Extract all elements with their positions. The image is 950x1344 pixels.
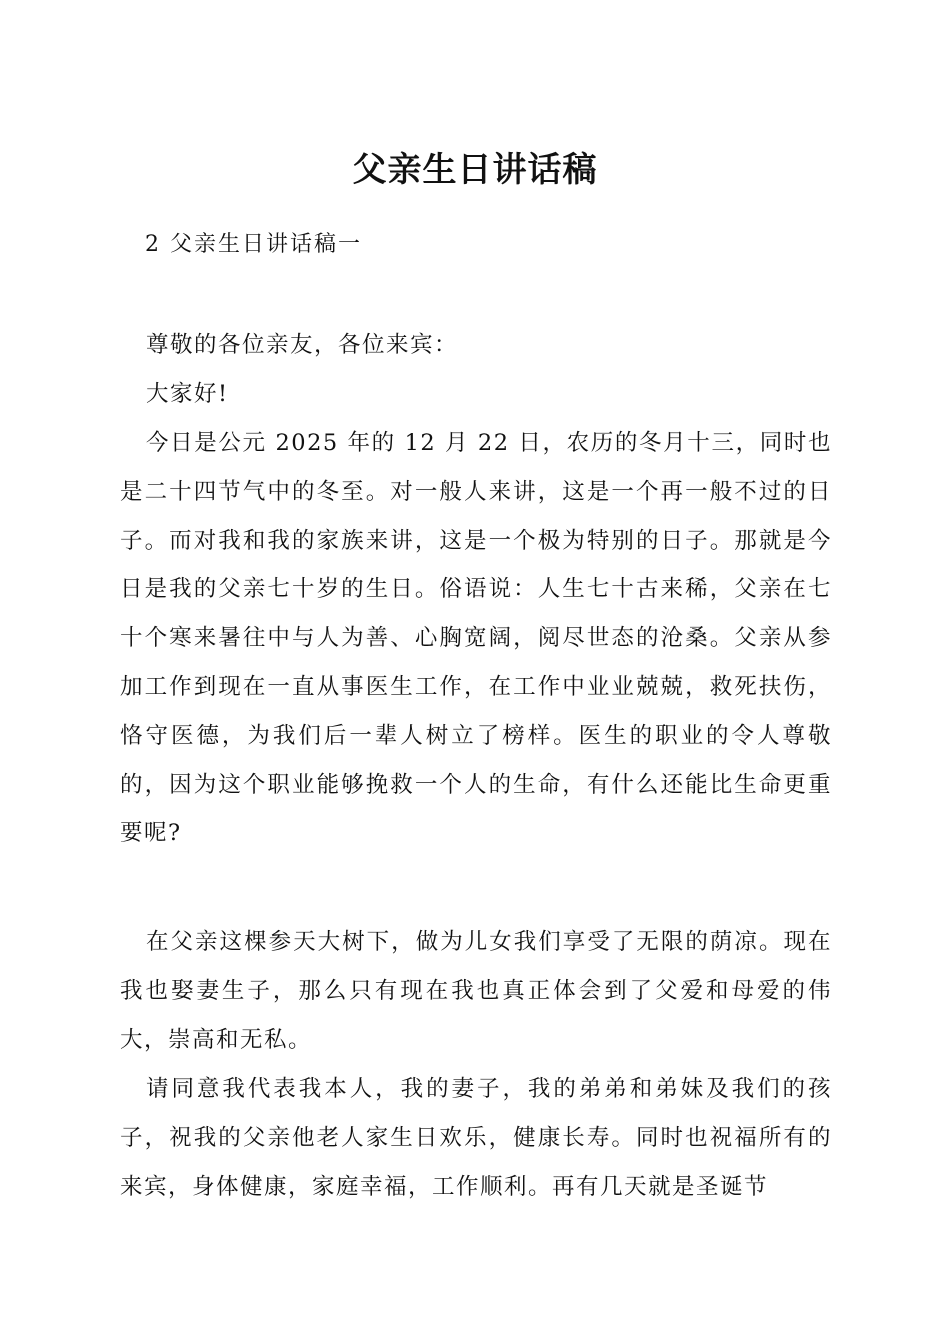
document-subtitle: 2 父亲生日讲话稿一 [145,232,362,257]
greeting-paragraph: 尊敬的各位亲友，各位来宾： [146,332,459,358]
document-title: 父亲生日讲话稿 [352,150,598,190]
wish-paragraph: 请同意我代表我本人，我的妻子，我的弟弟和弟妹及我们的孩子，祝我的父亲他老人家生日欢乐，健康长寿。同时也祝福所有的来宾，身体健康，家庭幸福，工作顺利。再有几天就是圣诞节 [120,1076,832,1200]
main-paragraph: 今日是公元 2025 年的 12 月 22 日，农历的冬月十三，同时也是二十四节气中的冬至。对一般人来讲，这是一个再一般不过的日子。而对我和我的家族来讲，这是一个极为特别的日子。那就是今日是我的父亲七十岁的生日。俗语说：人生七十古来稀，父亲在七十个寒来暑往中与人为善、心胸宽阔，阅尽世态的沧桑。父亲从参加工作到现在一直从事医生工作，在工作中业业兢兢，救死扶伤，恪守医德，为我们后一辈人树立了榜样。医生的职业的令人尊敬的，因为这个职业能够挽救一个人的生命，有什么还能比生命更重要呢? [120,430,832,847]
tree-paragraph: 在父亲这棵参天大树下，做为儿女我们享受了无限的荫凉。现在我也娶妻生子，那么只有现在我也真正体会到了父爱和母爱的伟大，崇高和无私。 [120,929,832,1053]
hello-paragraph: 大家好! [146,381,229,407]
